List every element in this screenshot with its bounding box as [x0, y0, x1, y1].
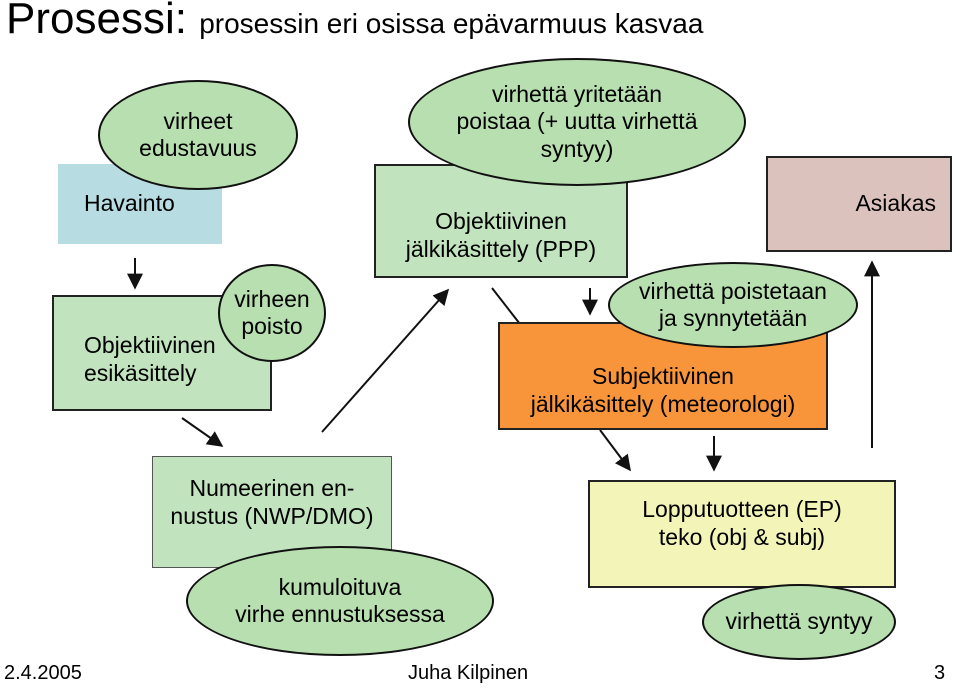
oval-virheen-poisto: virheen poisto — [218, 264, 326, 362]
lopputuotteen-teko-box: Lopputuotteen (EP) teko (obj & subj) — [588, 480, 896, 588]
oval-virhetta-poistetaan: virhettä poistetaan ja synnytetään — [608, 262, 858, 348]
arrow-up-to-objjalki — [322, 290, 448, 432]
title-main: Prosessi: — [6, 0, 187, 43]
oval-virhetta-yritetaan-poistaa: virhettä yritetään poistaa (+ uutta virhettä syntyy) — [408, 58, 746, 186]
footer-author: Juha Kilpinen — [408, 662, 529, 684]
oval-virhetta-syntyy: virhettä syntyy — [702, 584, 896, 660]
title-subtitle: prosessin eri osissa epävarmuus kasvaa — [199, 8, 704, 39]
oval-kumuloituva-virhe: kumuloituva virhe ennustuksessa — [186, 546, 494, 656]
objektiivinen-jalkikasittely-box: Objektiivinen jälkikäsittely (PPP) — [374, 164, 628, 278]
arrow-objjalki-to-subj — [492, 288, 520, 324]
asiakas-box: Asiakas — [766, 156, 952, 252]
footer-page-number: 3 — [934, 662, 946, 684]
havainto-box: Havainto — [58, 164, 222, 244]
oval-virheet-edustavuus: virheet edustavuus — [98, 80, 298, 190]
subjektiivinen-jalkikasittely-box: Subjektiivinen jälkikäsittely (meteorologi) — [498, 322, 828, 430]
objektiivinen-esikasittely-box: Objektiivinen esikäsittely — [52, 295, 272, 411]
footer-date: 2.4.2005 — [4, 662, 82, 684]
arrow-esi-to-numeerinen — [182, 418, 222, 446]
arrow-subj-to-lopputuote — [600, 430, 630, 470]
numeerinen-ennustus-box: Numeerinen en- nustus (NWP/DMO) — [152, 456, 392, 568]
